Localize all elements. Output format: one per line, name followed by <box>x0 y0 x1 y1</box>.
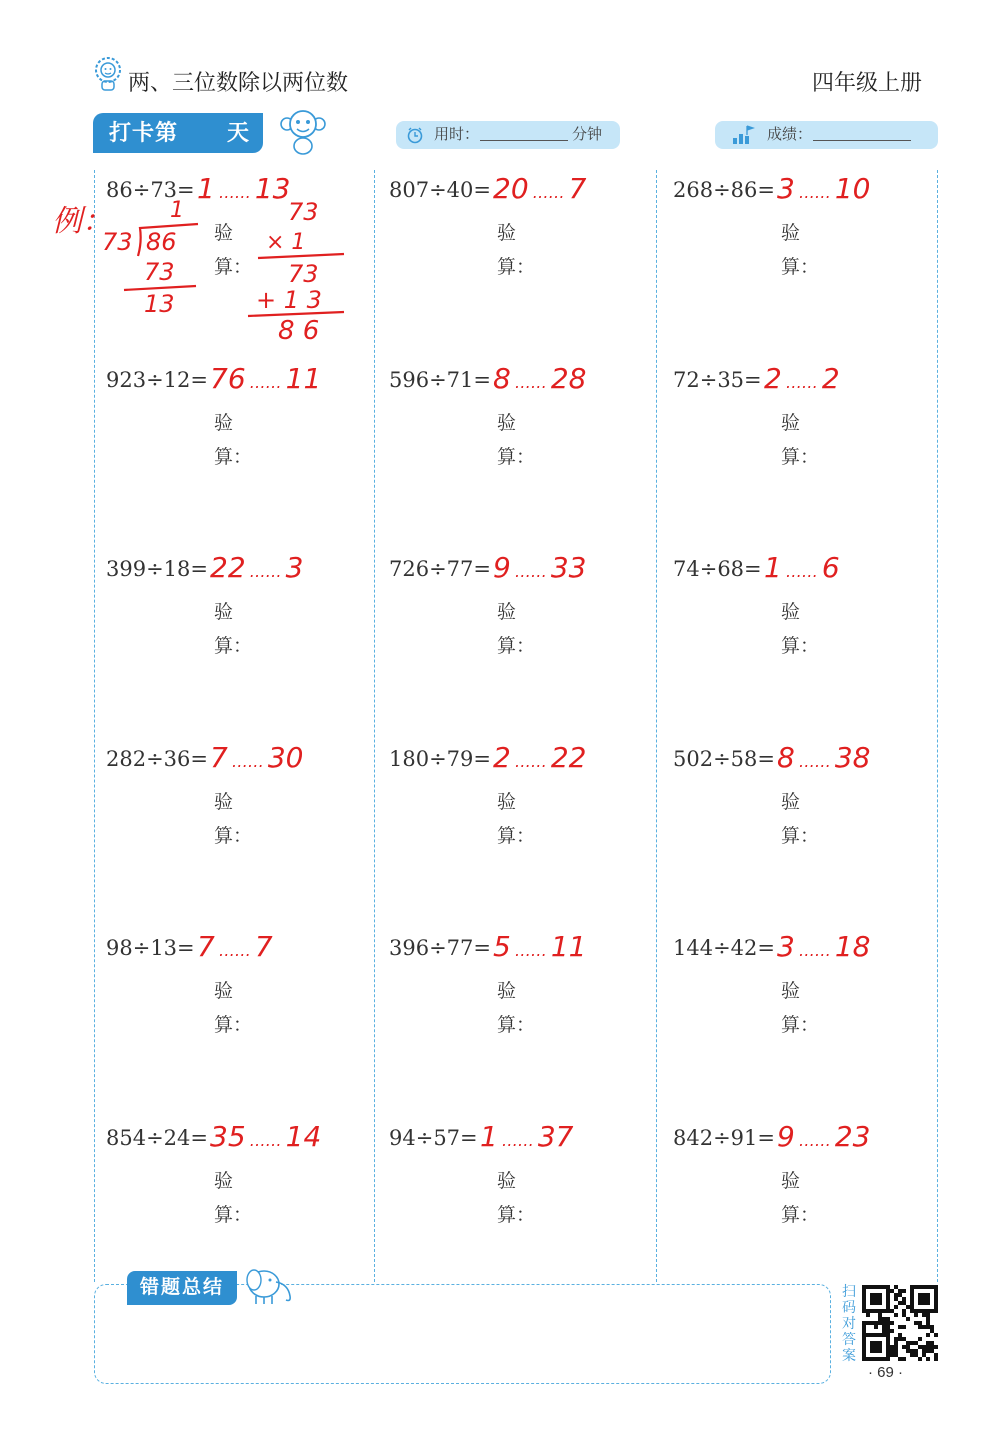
check-label-suan: 算： <box>781 447 820 468</box>
answer-remainder: 11 <box>550 930 587 963</box>
answer-dots: …… <box>514 941 547 960</box>
lion-mascot-icon <box>92 56 124 92</box>
answer-handwritten[interactable] <box>210 741 303 774</box>
problem-cell <box>389 1120 639 1230</box>
check-label-yan: 验 <box>781 602 801 623</box>
page-number: · 69 · <box>868 1364 904 1381</box>
monkey-mascot-icon <box>277 106 329 156</box>
problem-cell <box>106 172 356 282</box>
problem-expression: 596÷71= <box>389 368 491 392</box>
answer-dots: …… <box>231 752 264 771</box>
time-input[interactable] <box>480 140 568 141</box>
ex-check-mul: × 1 <box>266 230 306 255</box>
answer-remainder: 10 <box>834 172 871 205</box>
problem-expression: 74÷68= <box>673 557 762 581</box>
problem-cell <box>389 930 639 1040</box>
answer-handwritten[interactable] <box>197 172 290 205</box>
ex-check-row2: 73 <box>288 260 319 288</box>
check-label-yan: 验 <box>781 792 801 813</box>
answer-quotient: 9 <box>493 551 511 584</box>
check-label-suan: 算： <box>214 1015 253 1036</box>
check-label-suan: 算： <box>497 826 536 847</box>
problem-cell <box>106 741 356 851</box>
problem-cell <box>106 551 356 661</box>
check-label-suan: 算： <box>214 447 253 468</box>
problem-cell <box>673 172 923 282</box>
answer-remainder: 6 <box>821 551 840 584</box>
ex-quotient: 1 <box>170 198 184 223</box>
check-label-yan: 验 <box>214 1171 234 1192</box>
problem-expression: 94÷57= <box>389 1126 478 1150</box>
problem-cell <box>673 362 923 472</box>
problem-expression: 923÷12= <box>106 368 208 392</box>
answer-dots: …… <box>218 183 251 202</box>
check-label-yan: 验 <box>214 223 234 244</box>
answer-handwritten[interactable] <box>493 930 586 963</box>
answer-quotient: 20 <box>493 172 529 205</box>
answer-dots: …… <box>532 183 565 202</box>
check-label-suan: 算： <box>497 257 536 278</box>
problem-expression: 98÷13= <box>106 936 195 960</box>
answer-remainder: 11 <box>285 362 322 395</box>
answer-handwritten[interactable] <box>480 1120 573 1153</box>
answer-dots: …… <box>798 183 831 202</box>
answer-remainder: 33 <box>550 551 587 584</box>
answer-quotient: 22 <box>210 551 246 584</box>
score-pill <box>715 121 938 149</box>
answer-dots: …… <box>249 562 282 581</box>
answer-remainder: 38 <box>834 741 871 774</box>
problem-expression: 72÷35= <box>673 368 762 392</box>
answer-handwritten[interactable] <box>197 930 273 963</box>
ex-remainder: 13 <box>144 290 175 318</box>
answer-remainder: 13 <box>254 172 291 205</box>
answer-handwritten[interactable] <box>493 172 586 205</box>
check-label-suan: 算： <box>214 257 253 278</box>
answer-handwritten[interactable] <box>210 551 303 584</box>
answer-handwritten[interactable] <box>210 1120 321 1153</box>
answer-dots: …… <box>501 1131 534 1150</box>
problem-expression: 399÷18= <box>106 557 208 581</box>
problem-cell <box>673 551 923 661</box>
answer-dots: …… <box>249 373 282 392</box>
answer-remainder: 28 <box>550 362 587 395</box>
answer-remainder: 22 <box>550 741 587 774</box>
answer-quotient: 1 <box>764 551 782 584</box>
problem-expression: 180÷79= <box>389 747 491 771</box>
answer-quotient: 1 <box>197 172 215 205</box>
day-label: 天 <box>227 120 251 145</box>
check-label-suan: 算： <box>497 1015 536 1036</box>
check-label-yan: 验 <box>214 602 234 623</box>
score-label: 成绩： <box>767 126 813 143</box>
column-divider-1 <box>374 170 375 1282</box>
example-mark: 例： <box>52 204 112 239</box>
problem-expression: 502÷58= <box>673 747 775 771</box>
problem-expression: 268÷86= <box>673 178 775 202</box>
answer-remainder: 37 <box>537 1120 574 1153</box>
ex-check-row1: 73 <box>288 198 319 226</box>
answer-handwritten[interactable] <box>777 1120 870 1153</box>
problem-expression: 842÷91= <box>673 1126 775 1150</box>
answer-dots: …… <box>514 562 547 581</box>
check-label-suan: 算： <box>214 636 253 657</box>
answer-handwritten[interactable] <box>210 362 321 395</box>
page-title: 两、三位数除以两位数 <box>128 70 349 95</box>
problem-cell <box>389 172 639 282</box>
time-label: 用时： <box>434 126 480 143</box>
answer-dots: …… <box>785 562 818 581</box>
score-input[interactable] <box>813 140 911 141</box>
answer-quotient: 5 <box>493 930 511 963</box>
problem-cell <box>673 930 923 1040</box>
problem-expression: 86÷73= <box>106 178 195 202</box>
check-label-suan: 算： <box>497 636 536 657</box>
answer-remainder: 30 <box>267 741 304 774</box>
elephant-mascot-icon <box>242 1262 296 1306</box>
check-label-suan: 算： <box>781 1015 820 1036</box>
answer-quotient: 2 <box>764 362 782 395</box>
answer-handwritten[interactable] <box>764 551 840 584</box>
column-border-right <box>937 170 938 1282</box>
check-label-yan: 验 <box>781 1171 801 1192</box>
check-label-suan: 算： <box>497 447 536 468</box>
check-label-suan: 算： <box>781 826 820 847</box>
check-label-yan: 验 <box>214 981 234 1002</box>
answer-dots: …… <box>249 1131 282 1150</box>
check-label-yan: 验 <box>497 602 517 623</box>
answer-quotient: 3 <box>777 172 795 205</box>
check-label-yan: 验 <box>497 1171 517 1192</box>
scan-answers-label: 扫码对答案 <box>842 1283 856 1363</box>
check-label-yan: 验 <box>781 223 801 244</box>
check-label-suan: 算： <box>781 257 820 278</box>
answer-quotient: 35 <box>210 1120 246 1153</box>
answer-remainder: 3 <box>285 551 304 584</box>
problem-cell <box>673 1120 923 1230</box>
ex-check-add: + 1 3 <box>256 286 322 314</box>
column-divider-2 <box>656 170 657 1282</box>
check-label-yan: 验 <box>497 223 517 244</box>
problem-expression: 807÷40= <box>389 178 491 202</box>
answer-handwritten[interactable] <box>777 930 870 963</box>
check-label-suan: 算： <box>497 1205 536 1226</box>
clock-icon <box>406 126 424 144</box>
check-label-suan: 算： <box>214 1205 253 1226</box>
problem-expression: 144÷42= <box>673 936 775 960</box>
problem-cell <box>389 741 639 851</box>
check-label-yan: 验 <box>214 792 234 813</box>
answer-handwritten[interactable] <box>493 362 586 395</box>
error-summary-tag: 错题总结 <box>127 1271 237 1305</box>
answer-quotient: 2 <box>493 741 511 774</box>
ex-dividend: 86 <box>146 228 177 256</box>
answer-quotient: 76 <box>210 362 246 395</box>
answer-handwritten[interactable] <box>777 741 870 774</box>
qr-code[interactable] <box>862 1285 938 1361</box>
answer-quotient: 3 <box>777 930 795 963</box>
answer-quotient: 8 <box>493 362 511 395</box>
check-label-suan: 算： <box>781 1205 820 1226</box>
time-unit: 分钟 <box>572 126 603 143</box>
answer-dots: …… <box>798 941 831 960</box>
problem-expression: 282÷36= <box>106 747 208 771</box>
check-label-yan: 验 <box>781 413 801 434</box>
answer-remainder: 14 <box>285 1120 322 1153</box>
answer-quotient: 7 <box>197 930 215 963</box>
check-label-suan: 算： <box>781 636 820 657</box>
check-label-yan: 验 <box>781 981 801 1002</box>
answer-remainder: 2 <box>821 362 840 395</box>
checkin-banner <box>93 113 263 153</box>
answer-quotient: 7 <box>210 741 228 774</box>
answer-remainder: 23 <box>834 1120 871 1153</box>
problem-expression: 726÷77= <box>389 557 491 581</box>
problem-expression: 396÷77= <box>389 936 491 960</box>
check-label-yan: 验 <box>497 981 517 1002</box>
answer-dots: …… <box>514 373 547 392</box>
answer-remainder: 7 <box>568 172 587 205</box>
problem-cell <box>106 362 356 472</box>
answer-remainder: 18 <box>834 930 871 963</box>
chart-flag-icon <box>731 124 755 146</box>
answer-remainder: 7 <box>254 930 273 963</box>
ex-check-sum: 8 6 <box>278 316 320 346</box>
problem-cell <box>673 741 923 851</box>
time-pill <box>396 121 620 149</box>
column-border-left <box>94 170 95 1282</box>
answer-dots: …… <box>798 752 831 771</box>
grade-label: 四年级上册 <box>812 70 923 95</box>
check-label-yan: 验 <box>497 792 517 813</box>
answer-dots: …… <box>798 1131 831 1150</box>
problem-cell <box>389 362 639 472</box>
problem-cell <box>106 930 356 1040</box>
check-label-yan: 验 <box>497 413 517 434</box>
answer-quotient: 1 <box>480 1120 498 1153</box>
checkin-label: 打卡第 <box>109 120 179 145</box>
answer-quotient: 8 <box>777 741 795 774</box>
answer-handwritten[interactable] <box>777 172 870 205</box>
ex-product: 73 <box>144 258 175 286</box>
answer-dots: …… <box>785 373 818 392</box>
problem-cell <box>389 551 639 661</box>
check-label-suan: 算： <box>214 826 253 847</box>
answer-handwritten[interactable] <box>493 741 586 774</box>
check-label-yan: 验 <box>214 413 234 434</box>
problem-expression: 854÷24= <box>106 1126 208 1150</box>
answer-dots: …… <box>218 941 251 960</box>
problem-cell <box>106 1120 356 1230</box>
ex-divisor: 73 <box>102 228 133 256</box>
answer-quotient: 9 <box>777 1120 795 1153</box>
answer-handwritten[interactable] <box>764 362 840 395</box>
answer-dots: …… <box>514 752 547 771</box>
answer-handwritten[interactable] <box>493 551 586 584</box>
